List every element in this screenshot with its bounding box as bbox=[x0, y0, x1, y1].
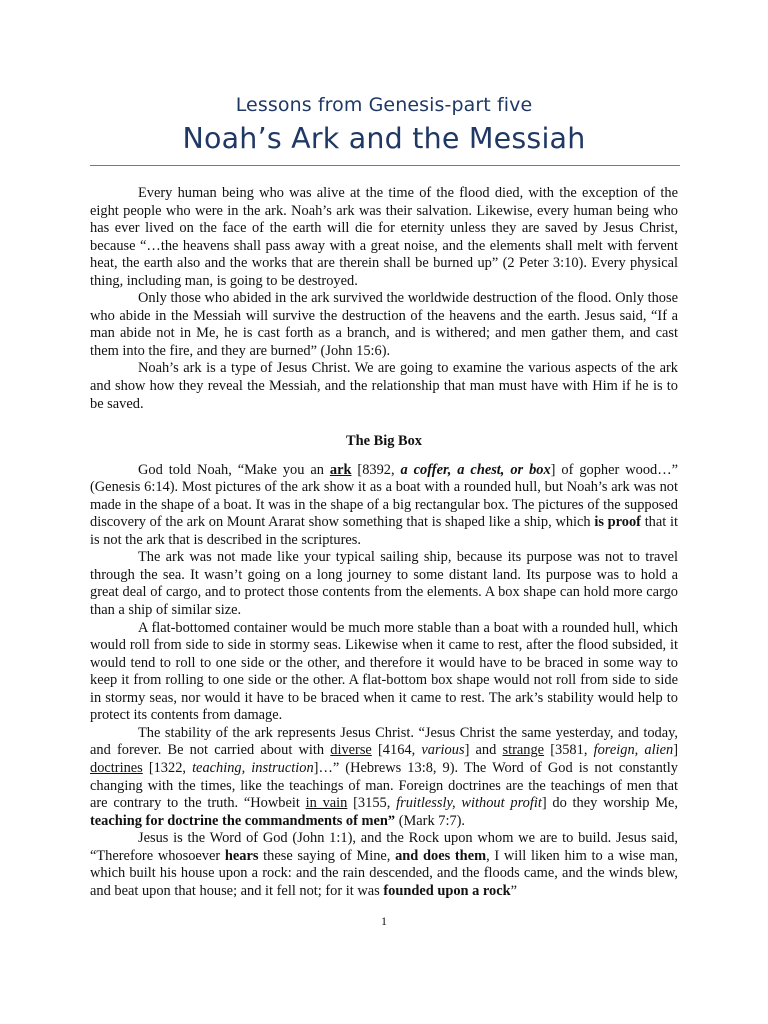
paragraph-big-box-3: A flat-bottomed container would be much more stable than a boat with a rounded hull, which would roll from side to side in stormy seas. Likewise when it came to rest, after the flood subsided, it would tend to roll to one side or the other, and therefore it would have to be braced in some way to keep it from rolling to one side or the other. A flat-bottom box shape would not roll from side to side in stormy seas, nor would it have to be braced when it came to rest. The ark’s stability would help to protect its contents from damage. bbox=[90, 619, 678, 724]
page-title: Noah’s Ark and the Messiah bbox=[182, 122, 586, 155]
text-run: that it is not the ark that is described in the scriptures. bbox=[90, 514, 678, 548]
definition-foreign: foreign, alien bbox=[593, 742, 674, 759]
text-run: ] and bbox=[464, 742, 503, 759]
paragraph-big-box-1 bbox=[90, 462, 678, 550]
emphasis-founded-upon-rock: founded upon a rock bbox=[383, 882, 511, 899]
emphasis-ark: ark bbox=[329, 461, 352, 478]
emphasis-commandments: teaching for doctrine the commandments of men” bbox=[90, 812, 396, 829]
paragraph-intro-1: Every human being who was alive at the time of the flood died, with the exception of the eight people who were in the ark. Noah’s ark was their salvation. Likewise, every human being who has ever lived on the face of the earth will die for eternity unless they are saved by Jesus Christ, because “…the heavens shall pass away with a great noise, and the elements shall melt with fervent heat, the earth also and the works that are therein shall be burned up” (2 Peter 3:10). Every physical thing, including man, is going to be destroyed. bbox=[90, 185, 678, 289]
page-number: 1 bbox=[381, 914, 387, 928]
text-run: these saying of Mine, bbox=[258, 847, 396, 864]
definition-fruitlessly: fruitlessly, without profit bbox=[396, 795, 542, 812]
section-heading: The Big Box bbox=[346, 433, 422, 450]
emphasis-does-them: and does them bbox=[395, 847, 487, 864]
underlined-strange: strange bbox=[502, 742, 545, 759]
title-divider bbox=[90, 165, 680, 166]
emphasis-hears: hears bbox=[224, 847, 259, 864]
text-run: (Mark 7:7). bbox=[395, 812, 466, 829]
text-run: , I will liken him to a wise man, which built his house upon a rock: and the rain descended, and the floods came, and the winds blew, and beat upon that house; and it fell not; for it was bbox=[90, 847, 678, 899]
text-run: Jesus is the Word of God (John 1:1), and the Rock upon whom we are to build. Jesus said, “Therefore whosoever bbox=[90, 830, 678, 864]
underlined-diverse: diverse bbox=[330, 742, 372, 759]
underlined-doctrines: doctrines bbox=[90, 759, 143, 776]
definition-various: various bbox=[421, 742, 465, 759]
underlined-in-vain: in vain bbox=[305, 795, 348, 812]
text-run: ] bbox=[673, 742, 678, 759]
text-run: [4164, bbox=[371, 742, 422, 759]
text-run: God told Noah, “Make you an bbox=[138, 461, 330, 478]
series-subtitle: Lessons from Genesis-part five bbox=[235, 94, 533, 116]
text-run: [3155, bbox=[347, 795, 397, 812]
text-run: [1322, bbox=[142, 759, 193, 776]
paragraph-big-box-4 bbox=[90, 725, 678, 830]
paragraph-intro-3: Noah’s ark is a type of Jesus Christ. We are going to examine the various aspects of the ark and show how they reveal the Messiah, and the relationship that man must have with Him if he is to be saved. bbox=[90, 360, 678, 412]
paragraph-intro-2: Only those who abided in the ark survived the worldwide destruction of the flood. Only those who abide in the Messiah will survive the destruction of the heavens and the earth. Jesus said, “If a man abide not in Me, he is cast forth as a branch, and is withered; and men gather them, and cast them into the fire, and they are burned” (John 15:6). bbox=[90, 290, 678, 359]
definition-teaching: teaching, instruction bbox=[192, 759, 314, 776]
paragraph-big-box-2: The ark was not made like your typical sailing ship, because its purpose was not to travel through the sea. It wasn’t going on a long journey to some distant land. Its purpose was to hold a great deal of cargo, and to protect those contents from the elements. A box shape can hold more cargo than a ship of similar size. bbox=[90, 549, 678, 619]
definition-ark: a coffer, a chest, or box bbox=[400, 461, 551, 478]
emphasis-is-proof: is proof bbox=[594, 514, 641, 531]
text-run: The stability of the ark represents Jesus Christ. “Jesus Christ the same yesterday, and today, and forever. Be not carried about with bbox=[90, 724, 678, 759]
text-run: ] do they worship Me, bbox=[541, 795, 679, 812]
text-run: [3581, bbox=[544, 742, 594, 759]
document-body bbox=[90, 185, 678, 900]
text-run: ” bbox=[510, 882, 518, 899]
paragraph-big-box-5 bbox=[90, 830, 678, 900]
text-run: ] of gopher wood…” (Genesis 6:14). Most pictures of the ark show it as a boat with a rounded hull, but Noah’s ark was not made in the shape of a boat. It was in the shape of a big rectangular box. The pictures of the supposed discovery of the ark on Mount Ararat show something that is shaped like a ship, which bbox=[90, 461, 678, 531]
text-run: ]…” (Hebrews 13:8, 9). The Word of God is not constantly changing with the times, like the teachings of man. Foreign doctrines are the teachings of men that are contrary to the truth. “Howbeit bbox=[90, 759, 678, 812]
text-run: [8392, bbox=[351, 461, 401, 478]
